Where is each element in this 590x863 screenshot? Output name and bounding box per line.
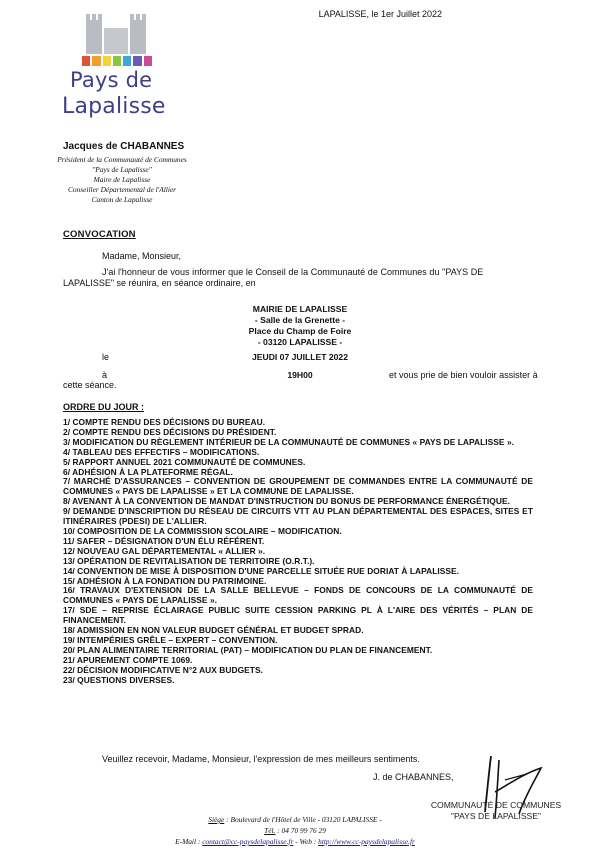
footer-contact (0, 837, 590, 847)
time-prefix: à (102, 370, 108, 380)
agenda-item: 3/ MODIFICATION DU RÈGLEMENT INTÉRIEUR DE LA COMMUNAUTÉ DE COMMUNES « PAYS DE LAPALISSE ». (63, 436, 515, 447)
footer-email-link[interactable]: contact@cc-paysdelapalisse.fr (202, 837, 294, 846)
letter-date: LAPALISSE, le 1er Juillet 2022 (318, 9, 442, 19)
agenda-item: 18/ ADMISSION EN NON VALEUR BUDGET GÉNÉRAL ET BUDGET SPRAD. (63, 625, 364, 636)
closing-sentence: Veuillez recevoir, Madame, Monsieur, l'expression de mes meilleurs sentiments. (102, 754, 420, 764)
agenda-title: ORDRE DU JOUR : (63, 402, 145, 412)
sender-role-4: Conseiller Départemental de l'Allier (67, 185, 177, 194)
pays-de-lapalisse-logo (58, 14, 170, 132)
salutation: Madame, Monsieur, (102, 251, 182, 261)
footer-email-label: E-Mail : (175, 837, 203, 846)
location-line-3: Place du Champ de Foire (248, 326, 352, 336)
agenda-item: 11/ SAFER – DÉSIGNATION D'UN ÉLU RÉFÉRENT. (63, 535, 265, 546)
agenda-item: 9/ DEMANDE D'INSCRIPTION DU RÉSEAU DE CIRCUITS VTT AU PLAN DÉPARTEMENTAL DES ESPACES, SITES ET ITINÉRAIRES (PDESI) DE L'ALLIER. (63, 506, 533, 527)
agenda-list (63, 418, 533, 685)
sender-role-1: Président de la Communauté de Communes (57, 155, 187, 164)
location-line-4: - 03120 LAPALISSE - (257, 337, 343, 347)
footer-web-link[interactable]: http://www.cc-paysdelapalisse.fr (318, 837, 415, 846)
agenda-item: 16/ TRAVAUX D'EXTENSION DE LA SALLE BELLEVUE – FONDS DE CONCOURS DE LA COMMUNAUTÉ DE COMMUNES « PAYS DE LAPALISSE ». (63, 585, 533, 606)
agenda-item: 22/ DÉCISION MODIFICATIVE N°2 AUX BUDGETS. (63, 664, 263, 675)
agenda-item: 12/ NOUVEAU GAL DÉPARTEMENTAL « ALLIER ». (63, 545, 266, 556)
intro-line-1: J'ai l'honneur de vous informer que le Conseil de la Communauté de Communes du "PAYS DE (102, 267, 484, 277)
agenda-item: 17/ SDE – REPRISE ÉCLAIRAGE PUBLIC SUITE CESSION PARKING PL À L'AIRE DES VÉRITÉS – PLAN DE FINANCEMENT. (63, 605, 533, 626)
agenda-item: 7/ MARCHÉ D'ASSURANCES – CONVENTION DE GROUPEMENT DE COMMANDES ENTRE LA COMMUNAUTÉ DE COMMUNES « PAYS DE LAPALISSE » ET LA COMMUNE DE LAPALISSE. (63, 476, 533, 497)
location-line-1: MAIRIE DE LAPALISSE (252, 304, 348, 314)
sender-role-5: Canton de Lapalisse (91, 195, 153, 204)
meeting-time: 19H00 (287, 370, 313, 380)
footer-tel-text: : 04 70 99 76 29 (275, 826, 326, 835)
document-title: CONVOCATION (63, 229, 136, 240)
agenda-item: 23/ QUESTIONS DIVERSES. (63, 674, 175, 685)
agenda-item: 4/ TABLEAU DES EFFECTIFS – MODIFICATIONS. (63, 446, 260, 457)
agenda-item: 5/ RAPPORT ANNUEL 2021 COMMUNAUTÉ DE COMMUNES. (63, 456, 306, 467)
agenda-item: 6/ ADHÉSION À LA PLATEFORME RÉGAL. (63, 466, 233, 477)
sender-role-3: Maire de Lapalisse (93, 175, 151, 184)
footer-siege-text: : Boulevard de l'Hôtel de Ville - 03120 LAPALISSE - (224, 815, 382, 824)
agenda-item: 19/ INTEMPÉRIES GRÊLE – EXPERT – CONVENTION. (63, 634, 278, 645)
agenda-item: 2/ COMPTE RENDU DES DÉCISIONS DU PRÉSIDENT. (63, 426, 277, 437)
agenda-item: 21/ APUREMENT COMPTE 1069. (63, 654, 193, 665)
color-stripes (82, 56, 152, 66)
sender-name: Jacques de CHABANNES (63, 141, 185, 152)
stamp-line-2: "PAYS DE LAPALISSE" (450, 810, 542, 821)
invite-text-2: cette séance. (63, 380, 117, 390)
meeting-date: JEUDI 07 JUILLET 2022 (251, 352, 348, 362)
agenda-item: 15/ ADHÉSION À LA FONDATION DU PATRIMOINE. (63, 575, 267, 586)
agenda-item: 1/ COMPTE RENDU DES DÉCISIONS DU BUREAU. (63, 417, 266, 427)
stamp-line-1: COMMUNAUTÉ DE COMMUNES (430, 800, 562, 810)
agenda-item: 13/ OPÉRATION DE REVITALISATION DE TERRITOIRE (O.R.T.). (63, 555, 315, 566)
invite-text: et vous prie de bien vouloir assister à (389, 370, 538, 380)
footer-tel-label: Tél. (264, 826, 276, 835)
logo-text-line2: Lapalisse (62, 94, 166, 119)
footer-siege-label: Siège (208, 815, 225, 824)
footer-phone (0, 826, 590, 836)
logo-text-line1: Pays de (70, 68, 153, 92)
intro-line-2: LAPALISSE" se réunira, en séance ordinaire, en (63, 278, 256, 288)
location-line-2: - Salle de la Grenette - (254, 315, 346, 325)
castle-towers-icon (58, 14, 170, 58)
agenda-item: 10/ COMPOSITION DE LA COMMISSION SCOLAIRE – MODIFICATION. (63, 525, 342, 536)
footer-web-label: - Web : (293, 837, 319, 846)
date-prefix: le (102, 352, 110, 362)
agenda-item: 14/ CONVENTION DE MISE À DISPOSITION D'UNE PARCELLE SITUÉE RUE DORIAT À LAPALISSE. (63, 565, 460, 576)
footer-address (0, 815, 590, 825)
sender-role-2: "Pays de Lapalisse" (92, 165, 152, 174)
agenda-item: 8/ AVENANT À LA CONVENTION DE MANDAT D'INSTRUCTION DU BONUS DE PERFORMANCE ÉNERGÉTIQUE. (63, 496, 510, 507)
signature-name: J. de CHABANNES, (373, 772, 454, 782)
agenda-item: 20/ PLAN ALIMENTAIRE TERRITORIAL (PAT) – MODIFICATION DU PLAN DE FINANCEMENT. (63, 644, 433, 655)
